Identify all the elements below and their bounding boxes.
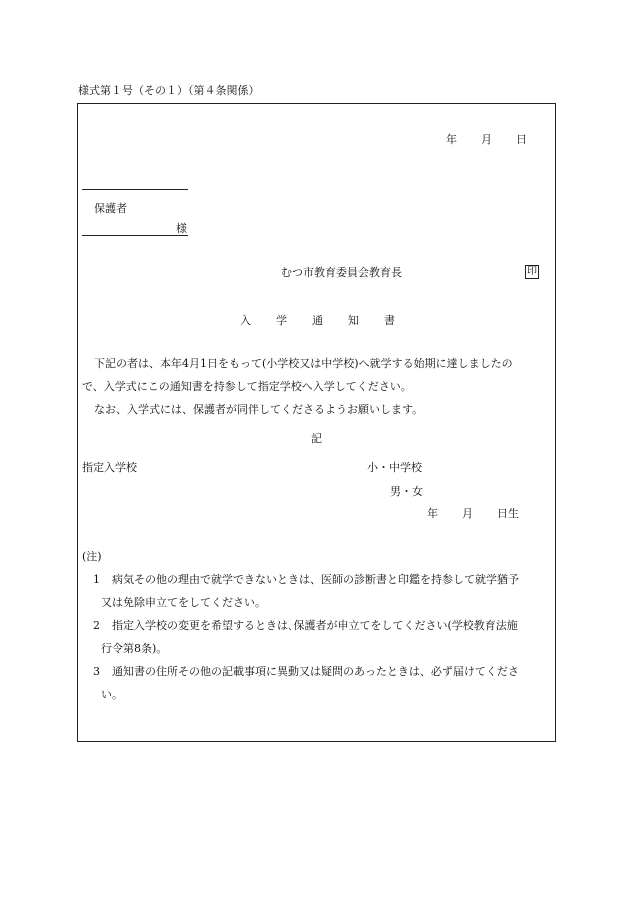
note-number-2: 2 xyxy=(93,619,100,632)
title-char-4: 知 xyxy=(348,314,359,327)
address-line xyxy=(82,189,188,190)
date-month-label: 月 xyxy=(481,133,492,146)
note-2-line-1: 指定入学校の変更を希望するときは､保護者が申立てをしてください(学校教育法施 xyxy=(112,619,518,632)
body-line-1: 下記の者は、本年4月1日をもって(小学校又は中学校)へ就学する始期に達しましたの xyxy=(94,357,513,370)
body-line-2: で、入学式にこの通知書を持参して指定学校へ入学してください。 xyxy=(82,380,412,393)
seal-mark: 印 xyxy=(527,266,537,277)
note-number-3: 3 xyxy=(93,665,100,678)
date-day-label: 日 xyxy=(516,133,527,146)
form-caption: 様式第１号（その１）（第４条関係） xyxy=(78,84,260,97)
ki-heading: 記 xyxy=(311,432,322,445)
birth-month-label: 月 xyxy=(462,507,473,520)
title-char-1: 入 xyxy=(240,314,251,327)
note-2-line-2: 行令第8条)。 xyxy=(101,642,168,655)
notes-heading: (注) xyxy=(82,550,102,563)
note-3-line-2: い。 xyxy=(101,688,123,701)
note-1-line-2: 又は免除申立てをしてください。 xyxy=(101,596,266,609)
guardian-name-line xyxy=(82,235,188,236)
birth-day-label: 日生 xyxy=(497,507,519,520)
school-type-label: 小・中学校 xyxy=(367,461,422,474)
note-3-line-1: 通知書の住所その他の記載事項に異動又は疑問のあったときは、必ず届けてくださ xyxy=(112,665,519,678)
gender-label: 男・女 xyxy=(390,485,423,498)
title-char-5: 書 xyxy=(384,314,395,327)
body-line-3: なお、入学式には、保護者が同伴してくださるようお願いします。 xyxy=(94,403,424,416)
designated-school-label: 指定入学校 xyxy=(82,461,137,474)
note-1-line-1: 病気その他の理由で就学できないときは、医師の診断書と印鑑を持参して就学猶予 xyxy=(112,573,519,586)
note-number-1: 1 xyxy=(93,573,100,586)
title-char-2: 学 xyxy=(276,314,287,327)
birth-year-label: 年 xyxy=(427,507,438,520)
title-char-3: 通 xyxy=(312,314,323,327)
date-year-label: 年 xyxy=(446,133,457,146)
issuer-name: むつ市教育委員会教育長 xyxy=(281,266,402,279)
honorific-sama: 様 xyxy=(176,222,187,235)
guardian-label: 保護者 xyxy=(94,202,127,215)
